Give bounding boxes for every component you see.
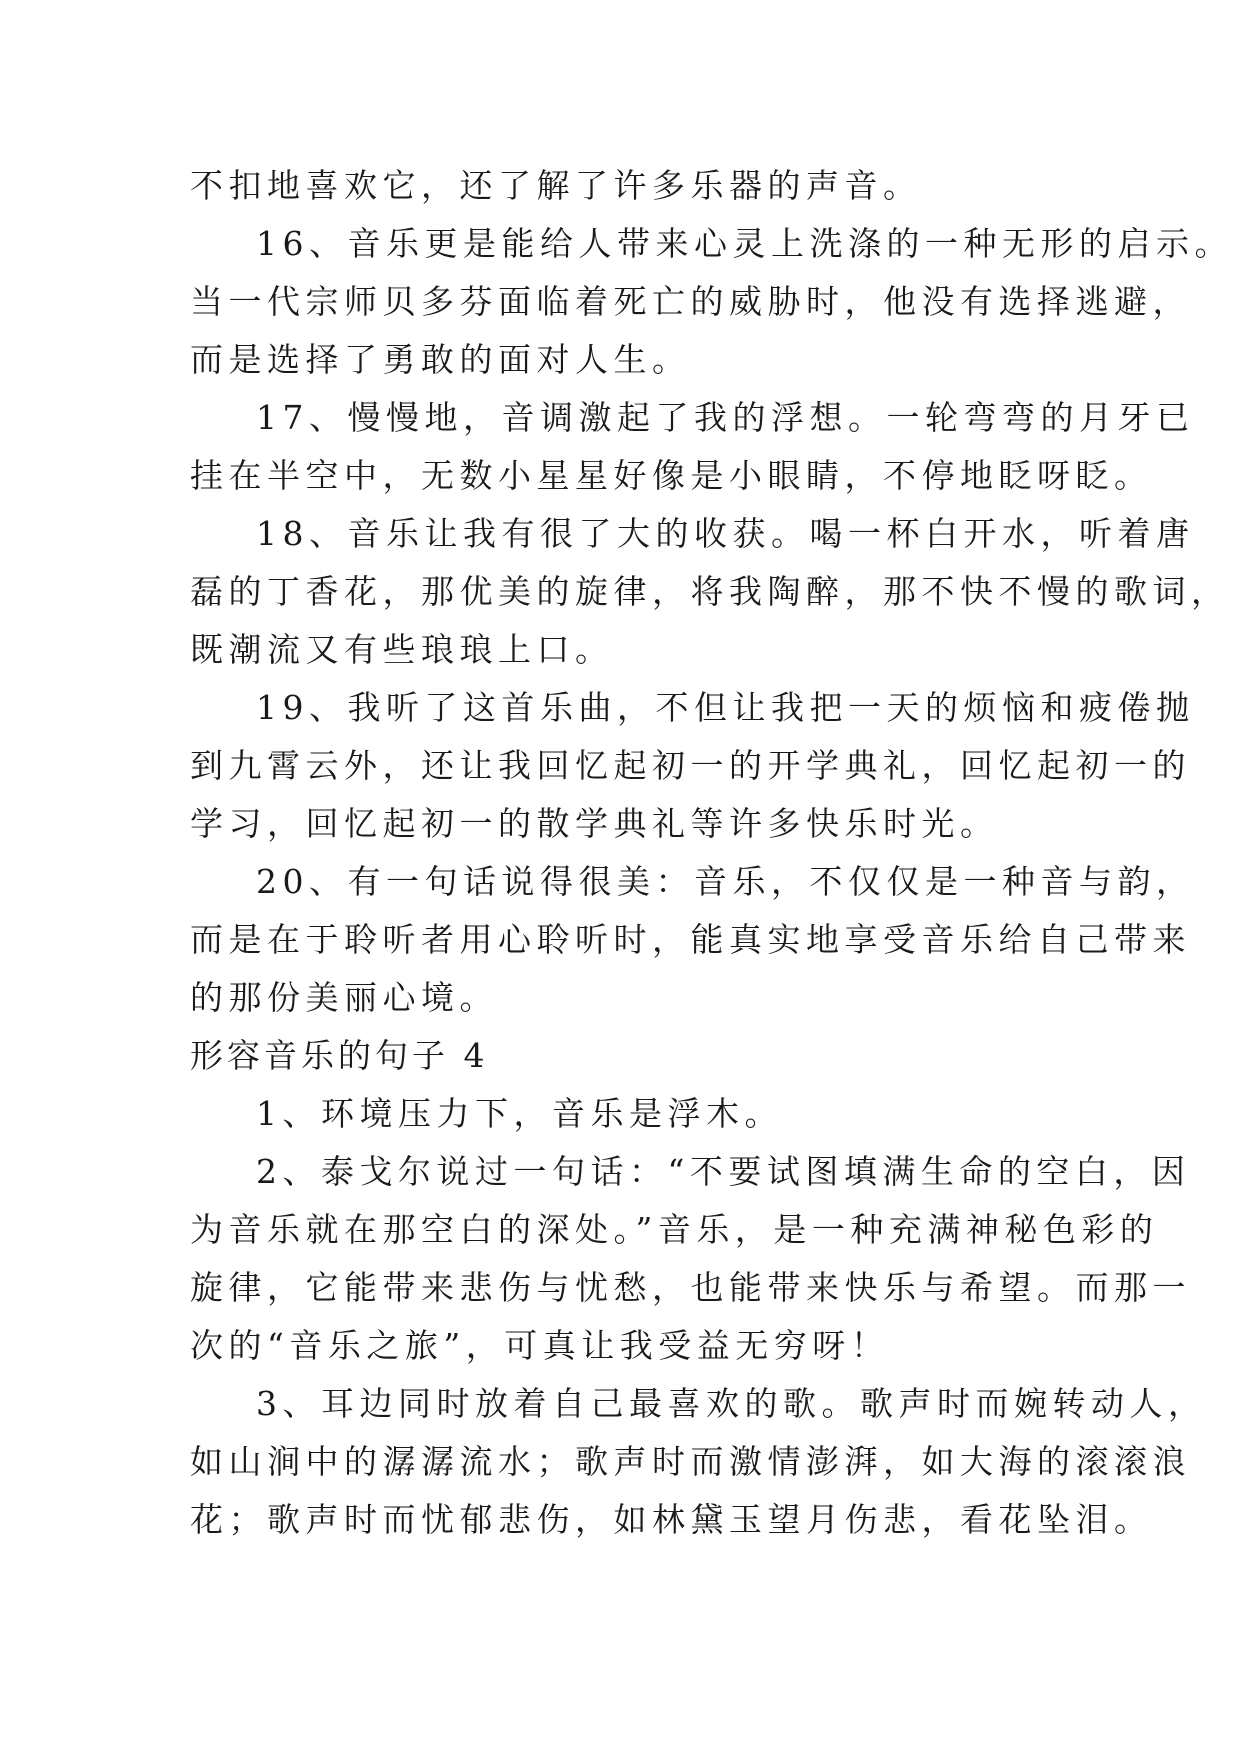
- text-line: 为音乐就在那空白的深处。”音乐，是一种充满神秘色彩的: [190, 1210, 1159, 1249]
- text-line: 的那份美丽心境。: [190, 978, 498, 1017]
- text-line: 学习，回忆起初一的散学典礼等许多快乐时光。: [190, 804, 999, 843]
- text-line: 既潮流又有些琅琅上口。: [190, 630, 614, 669]
- paragraph-1-line: 1、环境压力下，音乐是浮木。: [256, 1094, 783, 1133]
- text-line: 而是选择了勇敢的面对人生。: [190, 340, 691, 379]
- text-line: 次的“音乐之旅”，可真让我受益无穷呀！: [190, 1326, 890, 1365]
- text-line: 挂在半空中，无数小星星好像是小眼睛，不停地眨呀眨。: [190, 456, 1153, 495]
- paragraph-20-line: 20、有一句话说得很美：音乐，不仅仅是一种音与韵，: [256, 862, 1195, 901]
- text-line: 磊的丁香花，那优美的旋律，将我陶醉，那不快不慢的歌词，: [190, 572, 1230, 611]
- paragraph-18-line: 18、音乐让我有很了大的收获。喝一杯白开水，听着唐: [256, 514, 1195, 553]
- text-line: 而是在于聆听者用心聆听时，能真实地享受音乐给自己带来: [190, 920, 1191, 959]
- paragraph-3-line: 3、耳边同时放着自己最喜欢的歌。歌声时而婉转动人，: [256, 1384, 1207, 1423]
- paragraph-2-line: 2、泰戈尔说过一句话：“不要试图填满生命的空白，因: [256, 1152, 1191, 1191]
- section-heading: 形容音乐的句子 4: [190, 1036, 489, 1075]
- text-line: 当一代宗师贝多芬面临着死亡的威胁时，他没有选择逃避，: [190, 282, 1191, 321]
- text-line: 到九霄云外，还让我回忆起初一的开学典礼，回忆起初一的: [190, 746, 1191, 785]
- text-line: 花；歌声时而忧郁悲伤，如林黛玉望月伤悲，看花坠泪。: [190, 1500, 1153, 1539]
- text-line: 旋律，它能带来悲伤与忧愁，也能带来快乐与希望。而那一: [190, 1268, 1191, 1307]
- paragraph-17-line: 17、慢慢地，音调激起了我的浮想。一轮弯弯的月牙已: [256, 398, 1195, 437]
- text-line: 不扣地喜欢它，还了解了许多乐器的声音。: [190, 166, 922, 205]
- paragraph-16-line: 16、音乐更是能给人带来心灵上洗涤的一种无形的启示。: [256, 224, 1233, 263]
- text-line: 如山涧中的潺潺流水；歌声时而激情澎湃，如大海的滚滚浪: [190, 1442, 1191, 1481]
- paragraph-19-line: 19、我听了这首乐曲，不但让我把一天的烦恼和疲倦抛: [256, 688, 1195, 727]
- document-page: [190, 157, 1233, 1549]
